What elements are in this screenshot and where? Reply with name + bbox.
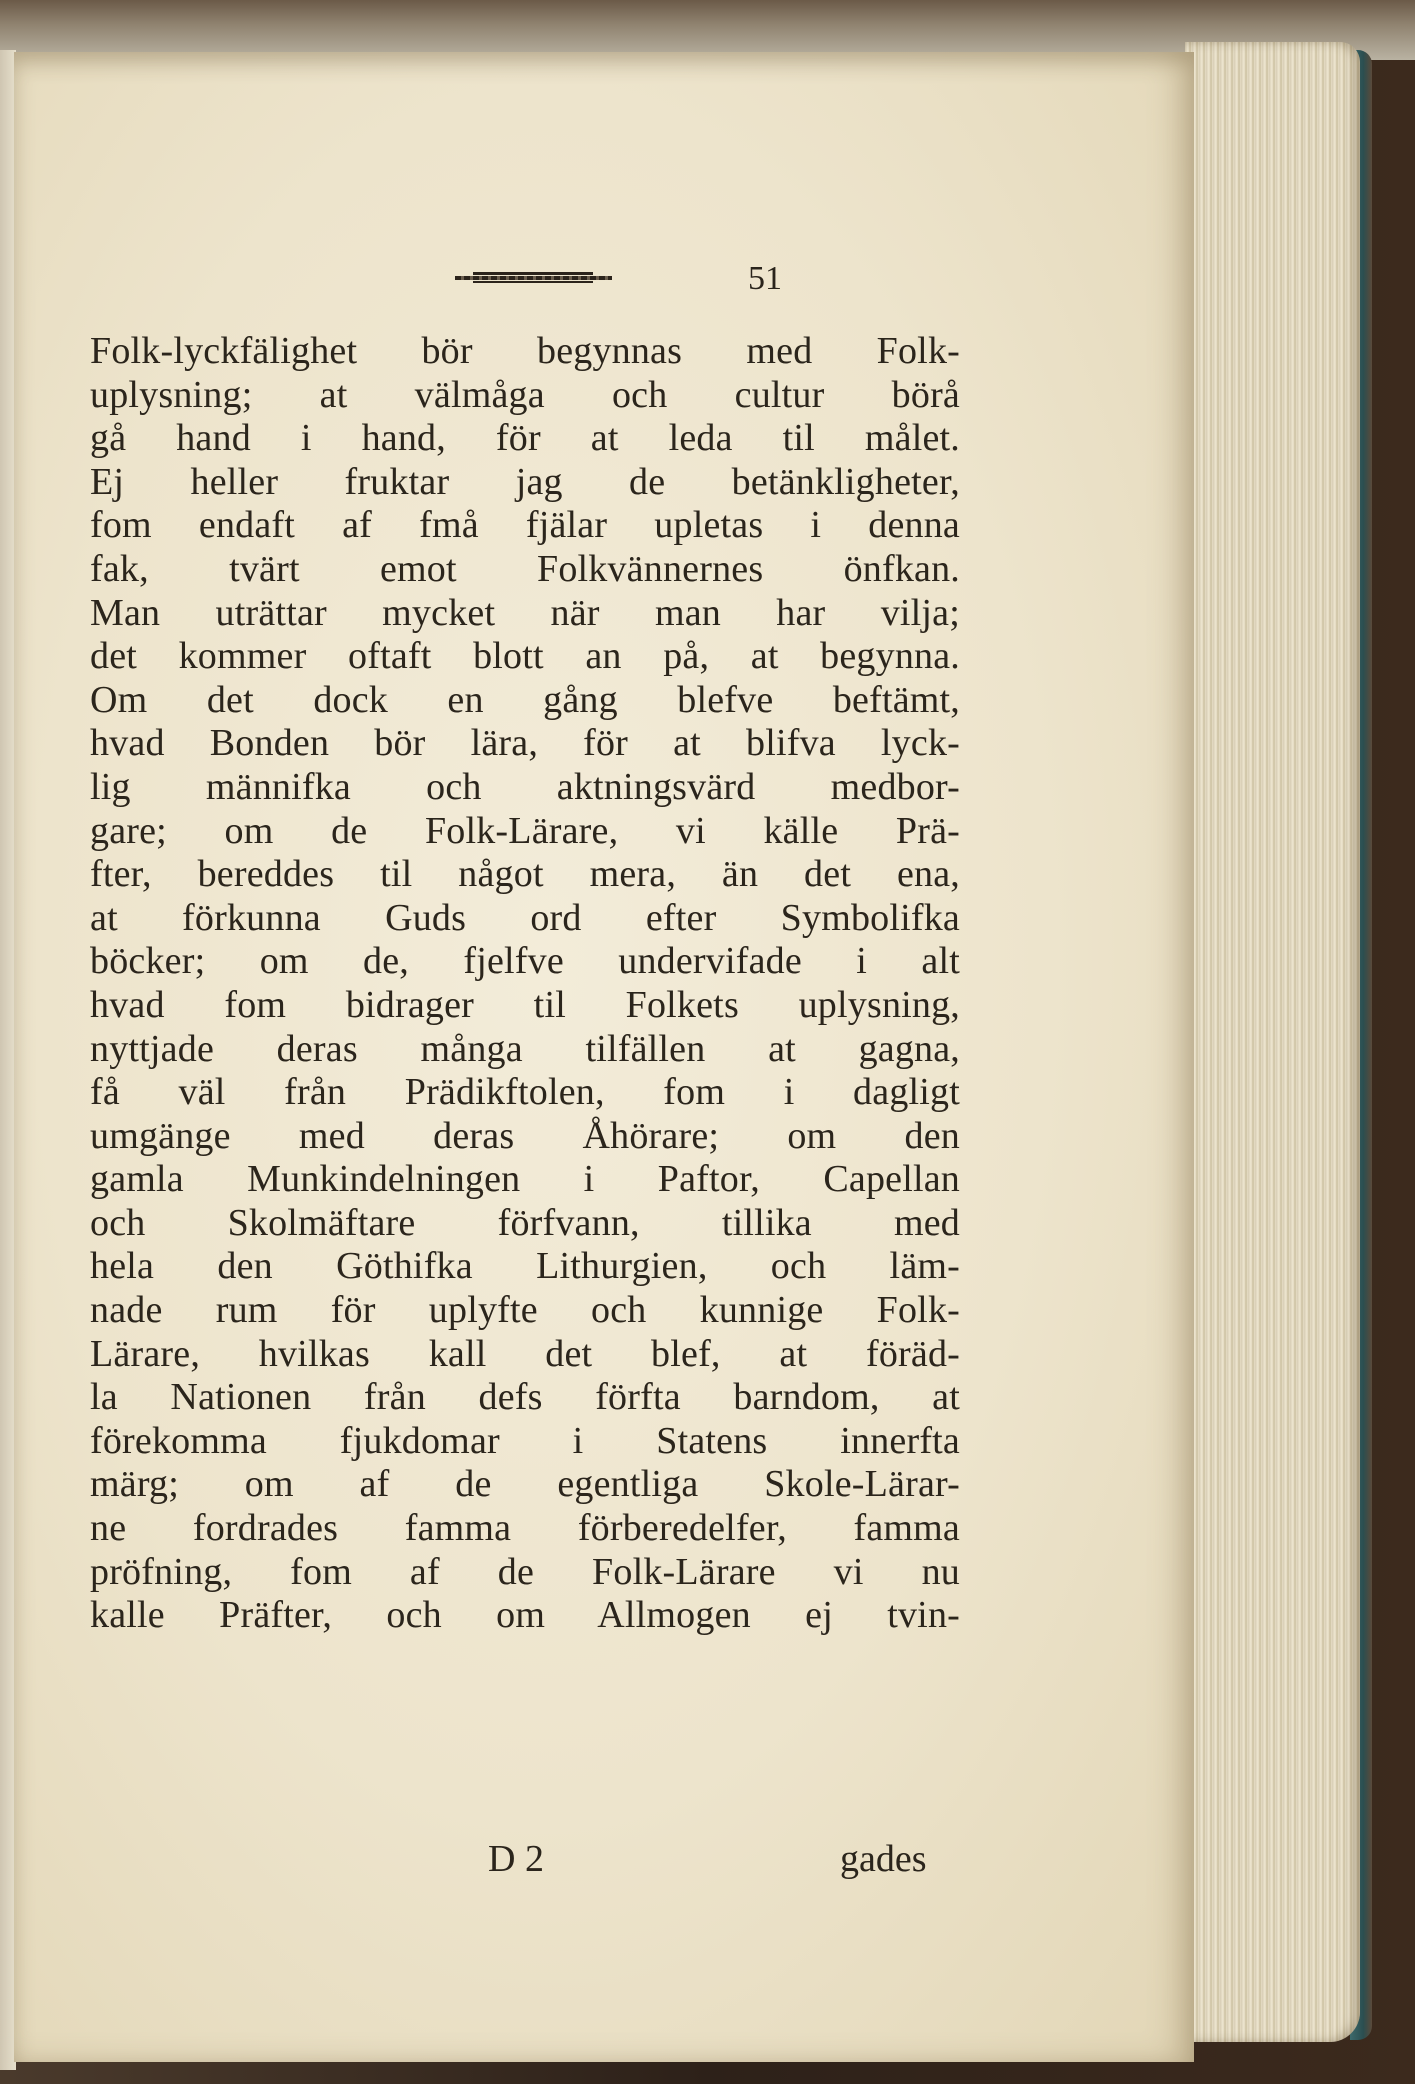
text-line: förekomma fjukdomar i Statens innerfta bbox=[90, 1419, 960, 1462]
text-line: hvad fom bidrager til Folkets uplysning, bbox=[90, 983, 960, 1026]
text-block bbox=[90, 330, 960, 1638]
text-line: fom endaft af fmå fjälar upletas i denna bbox=[90, 504, 960, 547]
text-line: Lärare, hvilkas kall det blef, at föräd- bbox=[90, 1332, 960, 1375]
text-line: uplysning; at välmåga och cultur börå bbox=[90, 373, 960, 416]
text-line: Folk-lyckfälighet bör begynnas med Folk- bbox=[90, 330, 960, 372]
text-line: böcker; om de, fjelfve undervifade i alt bbox=[90, 940, 960, 983]
text-line: Man uträttar mycket när man har vilja; bbox=[90, 591, 960, 634]
text-line: det kommer oftaft blott an på, at begynna. bbox=[90, 635, 960, 678]
text-line: gamla Munkindelningen i Paftor, Capellan bbox=[90, 1158, 960, 1201]
text-line: fter, bereddes til något mera, än det ena, bbox=[90, 853, 960, 896]
text-line: hela den Göthifka Lithurgien, och läm- bbox=[90, 1245, 960, 1288]
text-line: fak, tvärt emot Folkvännernes önfkan. bbox=[90, 547, 960, 590]
page-number: 51 bbox=[748, 260, 782, 297]
text-line: Om det dock en gång blefve beftämt, bbox=[90, 678, 960, 721]
text-line: hvad Bonden bör lära, för at blifva lyck- bbox=[90, 722, 960, 765]
text-line: få väl från Prädikftolen, fom i dagligt bbox=[90, 1071, 960, 1114]
text-line: lig männifka och aktningsvärd medbor- bbox=[90, 765, 960, 808]
text-line: kalle Präfter, och om Allmogen ej tvin- bbox=[90, 1594, 960, 1637]
text-line: at förkunna Guds ord efter Symbolifka bbox=[90, 896, 960, 939]
text-line: umgänge med deras Åhörare; om den bbox=[90, 1114, 960, 1157]
header-ornament bbox=[455, 272, 612, 282]
text-line: nyttjade deras många tilfällen at gagna, bbox=[90, 1027, 960, 1070]
text-line: pröfning, fom af de Folk-Lärare vi nu bbox=[90, 1550, 960, 1593]
text-line: nade rum för uplyfte och kunnige Folk- bbox=[90, 1289, 960, 1332]
text-line: märg; om af de egentliga Skole-Lärar- bbox=[90, 1463, 960, 1506]
text-line: gå hand i hand, för at leda til målet. bbox=[90, 417, 960, 460]
text-line: la Nationen från defs förfta barndom, at bbox=[90, 1376, 960, 1419]
text-line: ne fordrades famma förberedelfer, famma bbox=[90, 1507, 960, 1550]
text-line: Ej heller fruktar jag de betänkligheter, bbox=[90, 460, 960, 503]
catchword: gades bbox=[840, 1838, 927, 1880]
signature-mark: D 2 bbox=[488, 1838, 544, 1880]
text-line: gare; om de Folk-Lärare, vi källe Prä- bbox=[90, 809, 960, 852]
page-stack bbox=[1185, 42, 1360, 2042]
book-page bbox=[14, 52, 1194, 2062]
text-line: och Skolmäftare förfvann, tillika med bbox=[90, 1201, 960, 1244]
